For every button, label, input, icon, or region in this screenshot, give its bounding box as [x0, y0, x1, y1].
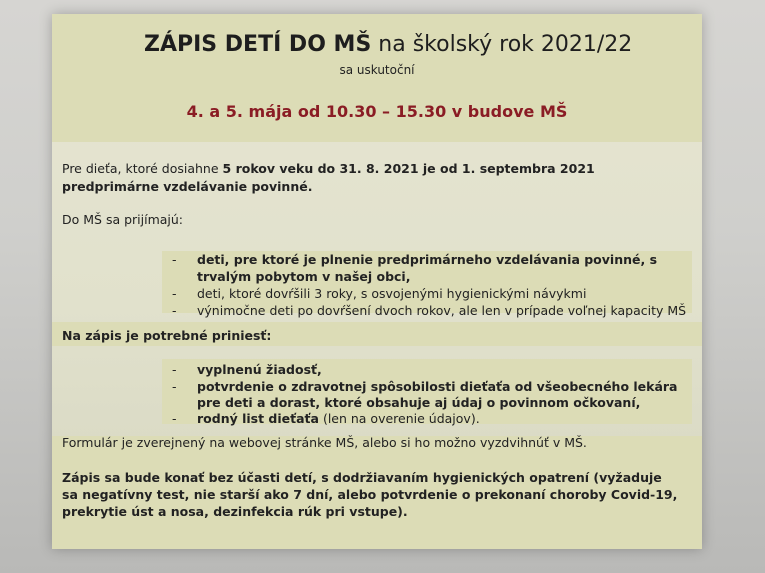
covid-note-line: prekrytie úst a nosa, dezinfekcia rúk pri vstupe). [62, 504, 408, 519]
accept-heading: Do MŠ sa prijímajú: [62, 212, 184, 227]
bullet-dash: - [172, 362, 177, 377]
subtitle: sa uskutoční [339, 63, 415, 77]
accept-item: výnimočne deti po dovŕšení dvoch rokov, ale len v prípade voľnej kapacity MŠ [197, 303, 687, 318]
need-item: pre deti a dorast, ktoré obsahuje aj údaj o povinnom očkovaní, [197, 395, 641, 410]
bullet-dash: - [172, 303, 177, 318]
bullet-dash: - [172, 411, 177, 426]
accept-item: deti, pre ktoré je plnenie predprimárneho vzdelávania povinné, s [197, 252, 658, 267]
need-item: vyplnenú žiadosť, [197, 362, 322, 377]
accept-item: deti, ktoré dovŕšili 3 roky, s osvojenými hygienickými návykmi [197, 286, 587, 301]
form-info: Formulár je zverejnený na webovej stránke MŠ, alebo si ho možno vyzdvihnúť v MŠ. [62, 435, 587, 450]
mandatory-education-text: Pre dieťa, ktoré dosiahne 5 rokov veku do 31. 8. 2021 je od 1. septembra 2021 [62, 161, 595, 176]
notice-paper [52, 14, 702, 549]
need-item: potvrdenie o zdravotnej spôsobilosti dieťaťa od všeobecného lekára [197, 379, 678, 394]
covid-note-line: sa negatívny test, nie starší ako 7 dní, alebo potvrdenie o prekonaní choroby Covid-19, [62, 487, 678, 502]
need-heading: Na zápis je potrebné priniesť: [62, 328, 272, 343]
bullet-dash: - [172, 252, 177, 267]
mandatory-education-line2: predprimárne vzdelávanie povinné. [62, 179, 313, 194]
page-title: ZÁPIS DETÍ DO MŠ na školský rok 2021/22 [144, 32, 633, 57]
need-item: rodný list dieťaťa (len na overenie údajov). [197, 411, 480, 426]
enrollment-dates: 4. a 5. mája od 10.30 – 15.30 v budove MŠ [186, 102, 568, 121]
covid-note-line: Zápis sa bude konať bez účasti detí, s dodržiavaním hygienických opatrení (vyžaduje [62, 470, 662, 485]
bullet-dash: - [172, 379, 177, 394]
accept-item: trvalým pobytom v našej obci, [197, 269, 411, 284]
bullet-dash: - [172, 286, 177, 301]
